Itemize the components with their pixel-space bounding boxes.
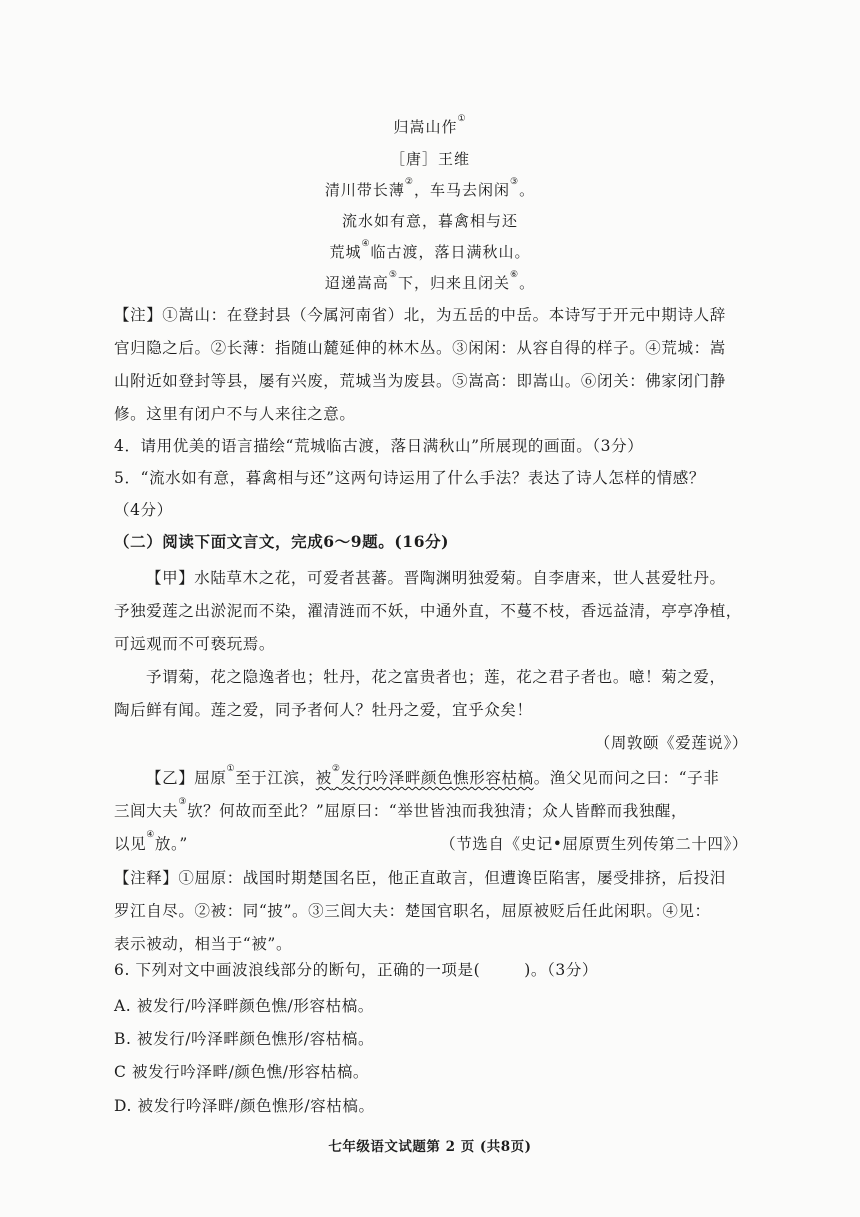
poem-line-3: 荒城④临古渡，落日满秋山。 [329, 239, 531, 261]
poem-note-line: 官归隐之后。②长薄：指随山麓延伸的林木丛。③闲闲：从容自得的样子。④荒城：嵩 [114, 339, 726, 357]
annotation-line: 【注释】①屈原：战国时期楚国名臣，他正直敢言，但遭谗臣陷害，屡受排挤，后投汨 [114, 869, 726, 887]
yi-source: （节选自《史记•屈原贾生列传第二十四》） [440, 835, 748, 853]
annotation-line: 表示被动，相当于“被”。 [114, 935, 293, 953]
option-d: D. 被发行吟泽畔/颜色憔形/容枯槁。 [114, 1097, 375, 1115]
poem-note-line: 修。这里有闭户不与人来往之意。 [114, 405, 356, 423]
jia-line: 陶后鲜有闻。莲之爱，同予者何人？牡丹之爱，宜乎众矣！ [114, 701, 533, 719]
poem-note-line: 山附近如登封等县，屡有兴废，荒城当为废县。⑤嵩高：即嵩山。⑥闭关：佛家闭门静 [114, 372, 726, 390]
poem-line-1: 清川带长薄②，车马去闲闲③。 [324, 177, 536, 199]
section-2-heading: （二）阅读下面文言文，完成6～9题。(16分) [114, 532, 450, 551]
poem-title: 归嵩山作① [393, 114, 467, 136]
jia-line: 可远观而不可亵玩焉。 [114, 635, 276, 653]
poem-line-4: 迢递嵩高⑤下，归来且闭关⑥。 [324, 270, 536, 292]
poem-note-line: 【注】①嵩山：在登封县（今属河南省）北，为五岳的中岳。本诗写于开元中期诗人辞 [114, 306, 726, 324]
jia-line: 予独爱莲之出淤泥而不染，濯清涟而不妖，中通外直，不蔓不枝，香远益清，亭亭净植， [114, 602, 742, 620]
option-c: C 被发行吟泽畔/颜色憔/形容枯槁。 [114, 1063, 370, 1081]
question-6-stem: 6. 下列对文中画波浪线部分的断句，正确的一项是( )。（3分） [114, 961, 599, 979]
jia-line: 予谓菊，花之隐逸者也；牡丹，花之富贵者也；莲，花之君子者也。噫！菊之爱， [146, 668, 726, 686]
jia-source: （周敦颐《爱莲说》） [594, 734, 748, 752]
yi-line-3: 以见④放。” [114, 830, 188, 853]
yi-line-2: 三闾大夫③欤？何故而至此？”屈原曰：“举世皆浊而我独清；众人皆醉而我独醒， [114, 797, 688, 820]
annotation-line: 罗江自尽。②被：同“披”。③三闾大夫：楚国官职名，屈原被贬后任此闲职。④见： [114, 902, 711, 920]
yi-line-1: 【乙】屈原①至于江滨，被②发行吟泽畔颜色憔形容枯槁。渔父见而问之曰：“子非 [146, 764, 720, 787]
poem-author: ［唐］王维 [389, 150, 470, 168]
question-5-score: （4分） [114, 501, 173, 519]
question-5: 5．“流水如有意，暮禽相与还”这两句诗运用了什么手法？表达了诗人怎样的情感？ [114, 469, 706, 487]
page-footer: 七年级语文试题第 2 页 (共8页) [328, 1139, 532, 1155]
option-b: B. 被发行/吟泽畔颜色憔形/容枯槁。 [114, 1030, 375, 1048]
option-a: A. 被发行/吟泽畔颜色憔/形容枯槁。 [114, 997, 374, 1015]
poem-line-2: 流水如有意，暮禽相与还 [341, 212, 518, 230]
wavy-underlined-text: 被②发行吟泽畔颜色憔形容枯槁 [315, 764, 534, 787]
question-4: 4．请用优美的语言描绘“荒城临古渡，落日满秋山”所展现的画面。（3分） [114, 437, 644, 455]
jia-line: 【甲】水陆草木之花，可爱者甚蕃。晋陶渊明独爱菊。自李唐来，世人甚爱牡丹。 [146, 569, 726, 587]
